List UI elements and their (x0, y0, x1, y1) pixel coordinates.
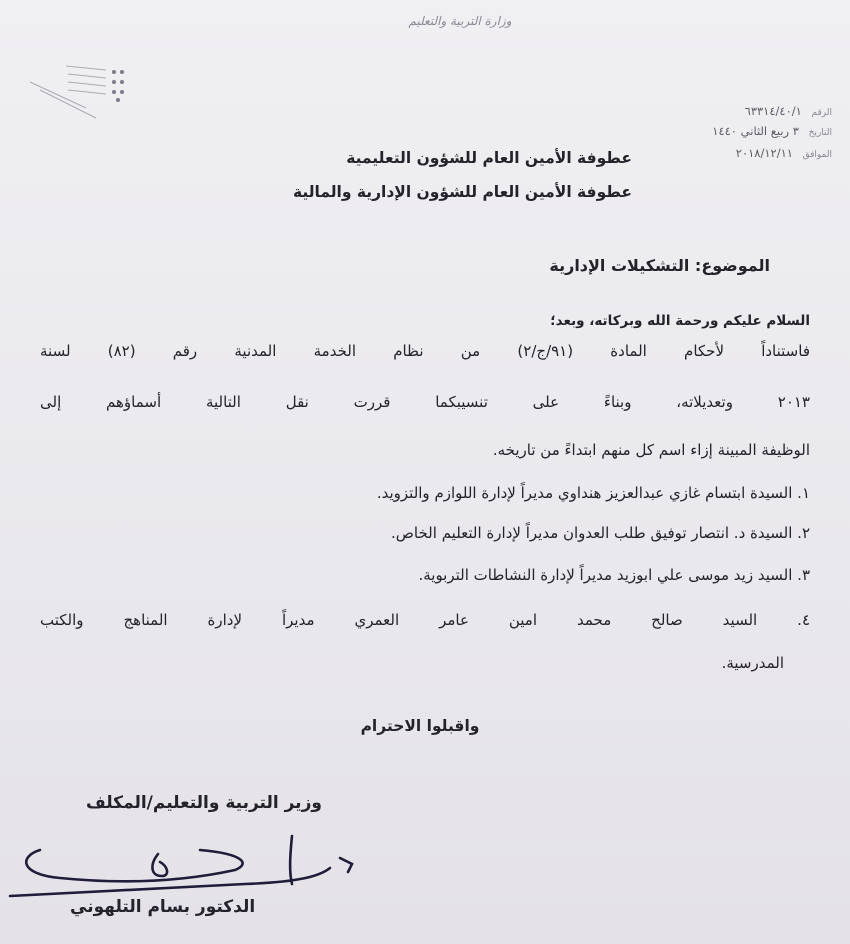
subject-label: الموضوع: (694, 256, 770, 275)
list-item-continuation: المدرسية. (721, 654, 784, 672)
hijri-date (602, 124, 832, 138)
body-paragraph-line: الوظيفة المبينة إزاء اسم كل منهم ابتداءً من تاريخه. (492, 441, 810, 459)
list-item: ١. السيدة ابتسام غازي عبدالعزيز هنداوي مديراً لإدارة اللوازم والتزويد. (376, 484, 810, 502)
greeting: السلام عليكم ورحمة الله وبركاته، وبعد؛ (550, 313, 810, 329)
reference-number (602, 104, 832, 118)
addressee-line: عطوفة الأمين العام للشؤون الإدارية والمالية (292, 183, 632, 201)
closing-phrase: واقبلوا الاحترام (360, 717, 480, 735)
hijri-date-value: ٣ ربيع الثاني ١٤٤٠ (712, 124, 799, 138)
body-paragraph-line: فاستناداً لأحكام المادة (٩١/ج/٢) من نظام الخدمة المدنية رقم (٨٢) لسنة (40, 342, 810, 360)
gregorian-date (602, 146, 832, 160)
ministry-stamp-icon (26, 60, 136, 120)
reference-number-value: ٦٣٣١٤/٤٠/١ (744, 104, 802, 118)
subject-line (549, 256, 770, 275)
ministry-letterhead: وزارة التربية والتعليم (408, 14, 512, 28)
body-paragraph-line: ٢٠١٣ وتعديلاته، وبناءً على تنسيبكما قررت نقل التالية أسماؤهم إلى (40, 393, 810, 411)
addressee-line: عطوفة الأمين العام للشؤون التعليمية (346, 149, 632, 167)
reference-number-label: الرقم (811, 108, 832, 118)
list-item: ٣. السيد زيد موسى علي ابوزيد مديراً لإدارة النشاطات التربوية. (418, 566, 810, 584)
list-item: ٢. السيدة د. انتصار توفيق طلب العدوان مديراً لإدارة التعليم الخاص. (391, 524, 810, 542)
hijri-date-label: التاريخ (808, 128, 832, 138)
signatory-name: الدكتور بسام التلهوني (70, 897, 256, 917)
subject-text: التشكيلات الإدارية (549, 256, 690, 275)
signatory-title: وزير التربية والتعليم/المكلف (86, 793, 322, 813)
gregorian-date-label: الموافق (802, 150, 832, 160)
gregorian-date-value: ٢٠١٨/١٢/١١ (735, 146, 793, 160)
list-item: ٤. السيد صالح محمد امين عامر العمري مديراً لإدارة المناهج والكتب (40, 611, 810, 629)
